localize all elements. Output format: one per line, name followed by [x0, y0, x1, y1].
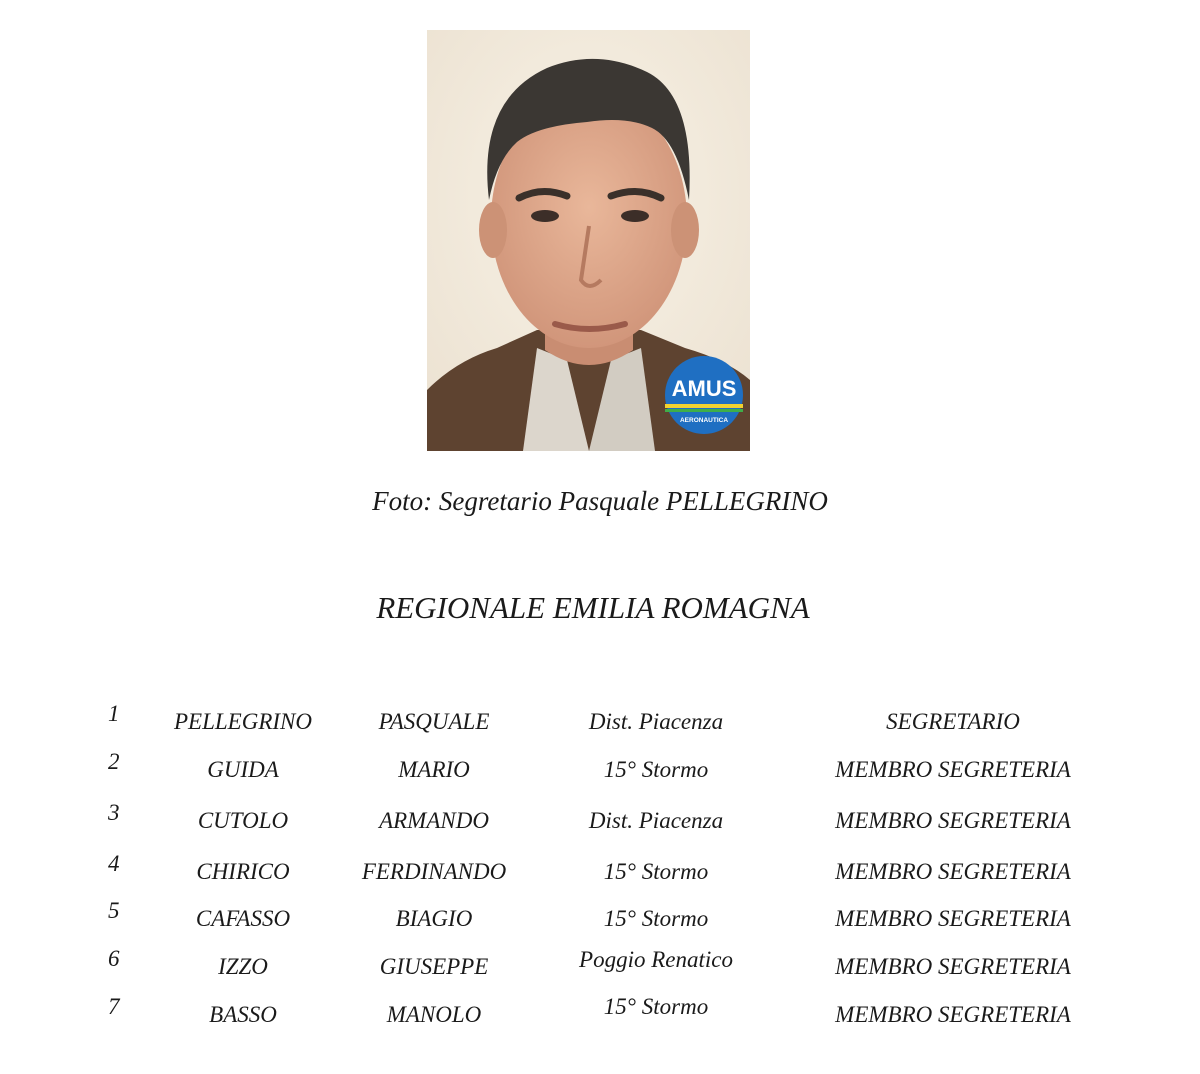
member-number: 7	[108, 994, 120, 1019]
member-unit: Dist. Piacenza	[588, 808, 724, 833]
member-role: MEMBRO SEGRETERIA	[835, 906, 1071, 931]
member-number: 2	[108, 749, 120, 774]
member-unit: 15° Stormo	[603, 994, 709, 1019]
member-surname: CHIRICO	[196, 859, 290, 884]
member-name: BIAGIO	[395, 906, 473, 931]
member-name: ARMANDO	[379, 808, 489, 833]
member-name: GIUSEPPE	[379, 954, 489, 979]
member-surname: CUTOLO	[197, 808, 289, 833]
member-surname: IZZO	[218, 954, 268, 979]
member-role: SEGRETARIO	[886, 709, 1020, 734]
member-number: 4	[108, 851, 120, 876]
member-surname: GUIDA	[207, 757, 279, 782]
member-name: FERDINANDO	[361, 859, 507, 884]
member-number: 6	[108, 946, 120, 971]
photo-caption: Foto: Segretario Pasquale PELLEGRINO	[372, 486, 828, 516]
member-role: MEMBRO SEGRETERIA	[835, 757, 1071, 782]
member-role: MEMBRO SEGRETERIA	[835, 1002, 1071, 1027]
member-unit: 15° Stormo	[603, 757, 709, 782]
member-name: PASQUALE	[378, 709, 490, 734]
member-name: MANOLO	[386, 1002, 482, 1027]
member-number: 1	[108, 701, 120, 726]
member-unit: 15° Stormo	[603, 859, 709, 884]
member-unit: Poggio Renatico	[579, 947, 733, 972]
member-unit: 15° Stormo	[603, 906, 709, 931]
member-number: 3	[108, 800, 120, 825]
svg-text:AERONAUTICA: AERONAUTICA	[679, 417, 729, 424]
member-surname: PELLEGRINO	[174, 709, 312, 734]
member-role: MEMBRO SEGRETERIA	[835, 954, 1071, 979]
member-number: 5	[108, 898, 120, 923]
member-surname: CAFASSO	[195, 906, 291, 931]
member-role: MEMBRO SEGRETERIA	[835, 808, 1071, 833]
svg-text:AMUS: AMUS	[671, 376, 737, 401]
member-surname: BASSO	[209, 1002, 277, 1027]
member-role: MEMBRO SEGRETERIA	[835, 859, 1071, 884]
region-title: REGIONALE EMILIA ROMAGNA	[376, 590, 810, 625]
member-name: MARIO	[398, 757, 470, 782]
member-unit: Dist. Piacenza	[588, 709, 724, 734]
